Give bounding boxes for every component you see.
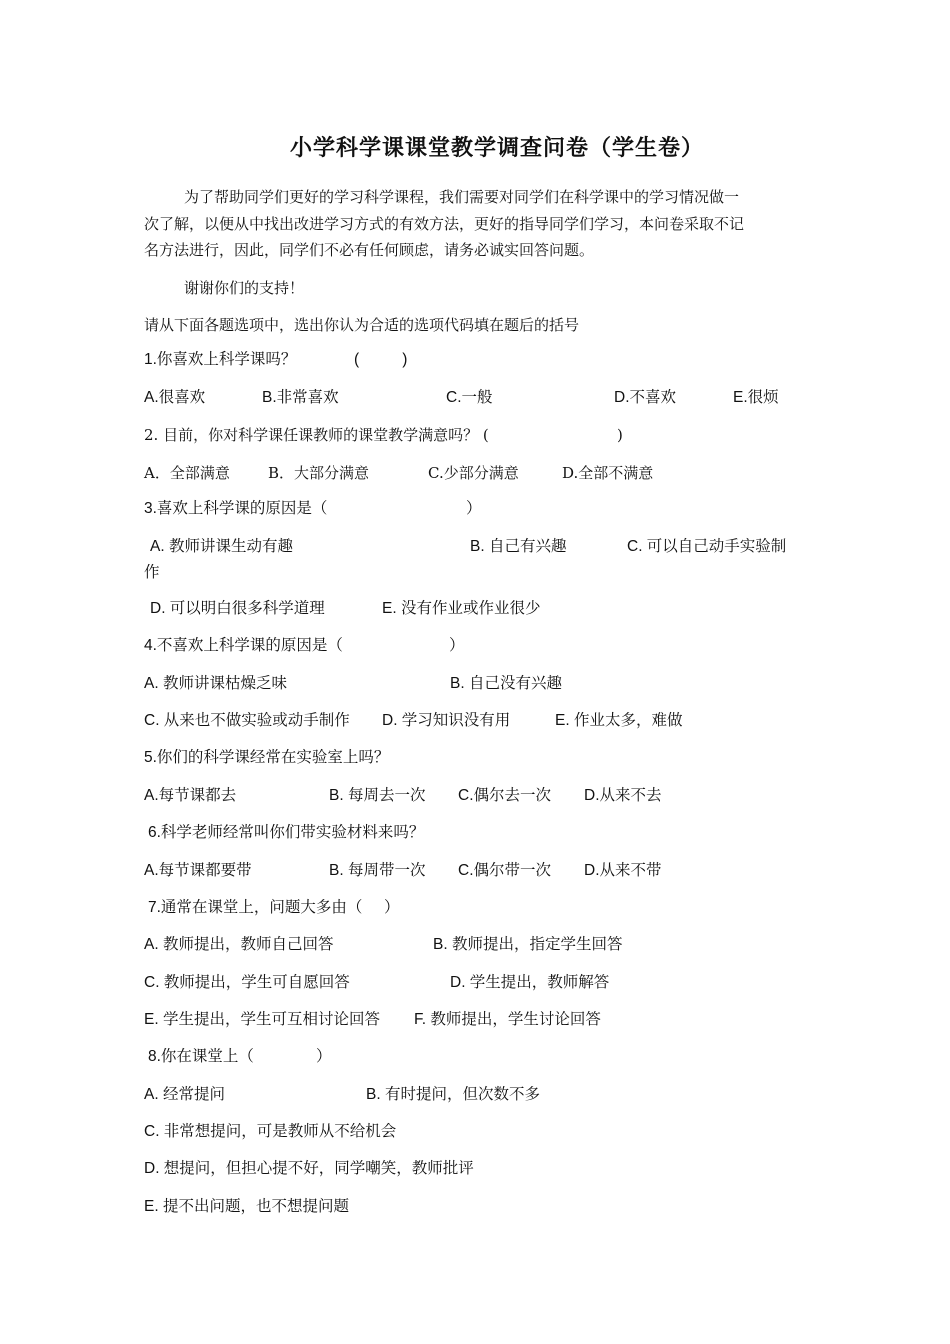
question-8: 8.你在课堂上（	[148, 1048, 254, 1065]
question-4-paren-close: ）	[449, 637, 465, 654]
q6-option-d: D.从来不带	[584, 862, 662, 879]
question-7: 7.通常在课堂上，问题大多由（ ）	[148, 899, 400, 916]
q7-option-e: E. 学生提出，学生可互相讨论回答	[144, 1011, 380, 1028]
q8-option-b: B. 有时提问，但次数不多	[366, 1086, 540, 1103]
q7-option-c: C. 教师提出，学生可自愿回答	[144, 974, 350, 991]
q8-option-a: A. 经常提问	[144, 1086, 225, 1103]
question-1-answer-blank: ( )	[354, 351, 408, 368]
intro-line-2: 次了解，以便从中找出改进学习方式的有效方法，更好的指导同学们学习，本问卷采取不记	[144, 215, 745, 233]
q1-option-a: A.很喜欢	[144, 389, 206, 406]
q4-option-d: D. 学习知识没有用	[382, 712, 511, 729]
intro-line-3: 名方法进行，因此，同学们不必有任何顾虑，请务必诚实回答问题。	[144, 241, 595, 259]
q5-option-a: A.每节课都去	[144, 787, 237, 804]
question-5: 5.你们的科学课经常在实验室上吗？	[144, 749, 390, 766]
q5-option-d: D.从来不去	[584, 787, 662, 804]
q6-option-b: B. 每周带一次	[329, 862, 426, 879]
q4-option-a: A. 教师讲课枯燥乏味	[144, 675, 287, 692]
q4-option-b: B. 自己没有兴趣	[450, 675, 562, 692]
q3-option-d: D. 可以明白很多科学道理	[150, 600, 325, 617]
q5-option-c: C.偶尔去一次	[458, 787, 552, 804]
q3-option-b: B. 自己有兴趣	[470, 538, 567, 555]
q1-option-b: B.非常喜欢	[262, 389, 339, 406]
q2-option-c: C.少部分满意	[428, 464, 519, 482]
question-8-paren-close: ）	[316, 1048, 332, 1065]
q7-option-a: A. 教师提出，教师自己回答	[144, 936, 334, 953]
q2-option-d: D.全部不满意	[562, 464, 654, 482]
q7-option-f: F. 教师提出，学生讨论回答	[414, 1011, 601, 1028]
q3-option-c: C. 可以自己动手实验制	[627, 538, 787, 555]
document-title: 小学科学课课堂教学调查问卷（学生卷）	[290, 135, 705, 161]
q6-option-c: C.偶尔带一次	[458, 862, 552, 879]
question-4: 4.不喜欢上科学课的原因是（	[144, 637, 343, 654]
q1-option-e: E.很烦	[733, 389, 779, 406]
q1-option-d: D.不喜欢	[614, 389, 677, 406]
intro-line-1: 为了帮助同学们更好的学习科学课程，我们需要对同学们在科学课中的学习情况做一	[184, 188, 740, 206]
question-3-paren-close: ）	[466, 500, 482, 517]
q8-option-c: C. 非常想提问，可是教师从不给机会	[144, 1123, 397, 1140]
question-2-paren-close: )	[617, 426, 623, 444]
q3-option-c-wrap: 作	[144, 564, 160, 581]
q8-option-e: E. 提不出问题，也不想提问题	[144, 1198, 349, 1215]
instruction-text: 请从下面各题选项中，选出你认为合适的选项代码填在题后的括号	[144, 316, 580, 334]
q6-option-a: A.每节课都要带	[144, 862, 252, 879]
question-1: 1.你喜欢上科学课吗？	[144, 351, 297, 368]
q3-option-a: A. 教师讲课生动有趣	[150, 538, 293, 555]
question-2: 2. 目前，你对科学课任课教师的课堂教学满意吗？ (	[144, 426, 489, 444]
q4-option-c: C. 从来也不做实验或动手制作	[144, 712, 350, 729]
q1-option-c: C.一般	[446, 389, 493, 406]
q7-option-d: D. 学生提出，教师解答	[450, 974, 610, 991]
thanks-text: 谢谢你们的支持！	[184, 279, 305, 297]
q8-option-d: D. 想提问，但担心提不好，同学嘲笑，教师批评	[144, 1160, 474, 1177]
q4-option-e: E. 作业太多，难做	[555, 712, 683, 729]
question-3: 3.喜欢上科学课的原因是（	[144, 500, 328, 517]
q7-option-b: B. 教师提出，指定学生回答	[433, 936, 623, 953]
q2-option-b: B．大部分满意	[268, 464, 370, 482]
q5-option-b: B. 每周去一次	[329, 787, 426, 804]
question-6: 6.科学老师经常叫你们带实验材料来吗？	[148, 824, 425, 841]
q3-option-e: E. 没有作业或作业很少	[382, 600, 541, 617]
q2-option-a: A．全部满意	[144, 464, 230, 482]
